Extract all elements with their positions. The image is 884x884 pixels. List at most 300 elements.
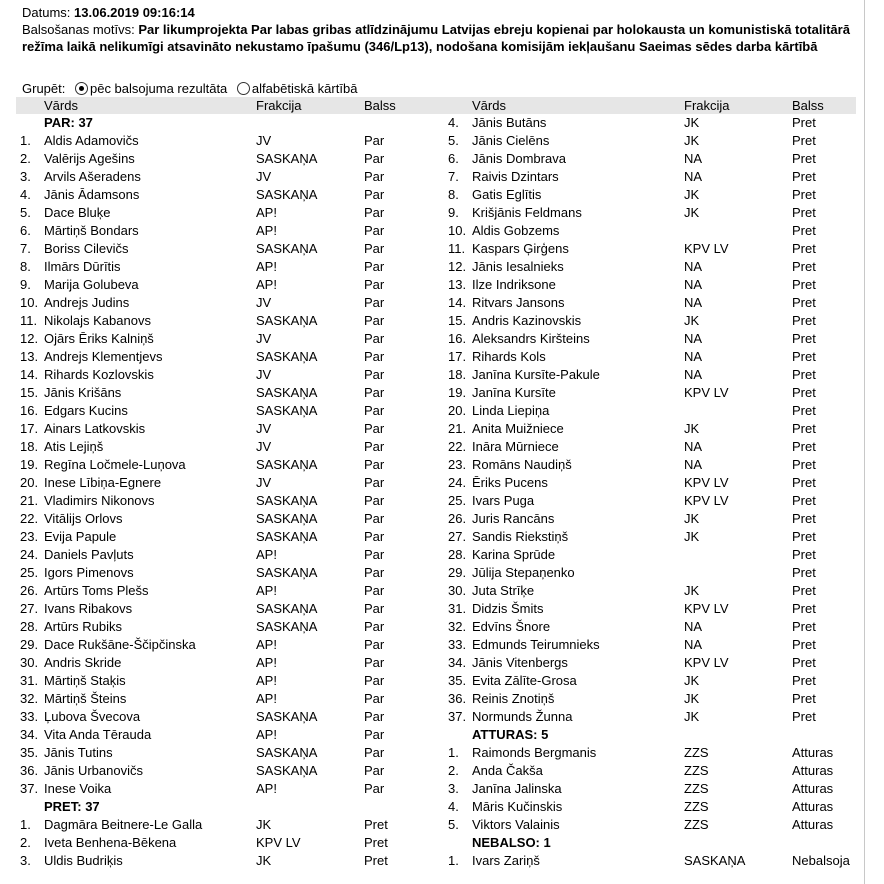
deputy-vote: Atturas <box>792 763 834 778</box>
deputy-name: Anita Muižniece <box>472 421 564 436</box>
deputy-name: Sandis Riekstiņš <box>472 529 569 544</box>
row-number: 19. <box>20 457 39 472</box>
deputy-name: Jānis Tutins <box>44 745 113 760</box>
deputy-fraction: JV <box>256 133 272 148</box>
date-line <box>22 4 195 21</box>
deputy-fraction: NA <box>684 367 703 382</box>
table-row <box>444 348 864 366</box>
deputy-vote: Pret <box>792 601 816 616</box>
table-row <box>16 240 436 258</box>
table-row <box>444 330 864 348</box>
deputy-fraction: JK <box>684 691 700 706</box>
deputy-vote: Par <box>364 205 385 220</box>
deputy-fraction: AP! <box>256 205 277 220</box>
deputy-vote: Nebalsoja <box>792 853 850 868</box>
row-number: 12. <box>20 331 39 346</box>
deputy-fraction: NA <box>684 619 703 634</box>
deputy-vote: Pret <box>792 565 816 580</box>
row-number: 14. <box>448 295 467 310</box>
vote-group-heading <box>16 114 436 132</box>
deputy-name: Krišjānis Feldmans <box>472 205 582 220</box>
table-row <box>444 150 864 168</box>
deputy-name: Janīna Jalinska <box>472 781 562 796</box>
deputy-vote: Par <box>364 295 385 310</box>
deputy-name: Ritvars Jansons <box>472 295 565 310</box>
deputy-vote: Par <box>364 673 385 688</box>
row-number: 34. <box>20 727 39 742</box>
table-row <box>444 600 864 618</box>
row-number: 32. <box>448 619 467 634</box>
deputy-vote: Pret <box>792 511 816 526</box>
table-header-right <box>444 97 864 114</box>
deputy-name: Atis Lejiņš <box>44 439 104 454</box>
deputy-vote: Pret <box>792 223 816 238</box>
deputy-name: Edvīns Šnore <box>472 619 551 634</box>
deputy-name: Jānis Vitenbergs <box>472 655 568 670</box>
row-number: 3. <box>448 781 459 796</box>
table-row <box>444 816 864 834</box>
date-label: Datums: <box>22 5 71 20</box>
table-row <box>444 762 864 780</box>
row-number: 34. <box>448 655 467 670</box>
deputy-fraction: AP! <box>256 673 277 688</box>
table-row <box>444 852 864 870</box>
row-number: 33. <box>448 637 467 652</box>
deputy-vote: Par <box>364 781 385 796</box>
group-alphabetical-label[interactable]: alfabētiskā kārtībā <box>251 81 358 96</box>
deputy-name: Rihards Kozlovskis <box>44 367 154 382</box>
table-row <box>444 132 864 150</box>
deputy-vote: Pret <box>792 493 816 508</box>
row-number: 2. <box>448 763 459 778</box>
table-row <box>16 132 436 150</box>
deputy-fraction: SASKAŅA <box>256 403 318 418</box>
deputy-vote: Par <box>364 745 385 760</box>
deputy-vote: Pret <box>792 133 816 148</box>
date-value: 13.06.2019 09:16:14 <box>74 5 195 20</box>
table-row <box>444 420 864 438</box>
deputy-fraction: SASKAŅA <box>256 619 318 634</box>
deputy-vote: Par <box>364 493 385 508</box>
deputy-name: Mārtiņš Staķis <box>44 673 126 688</box>
table-row <box>444 384 864 402</box>
table-row <box>16 582 436 600</box>
deputy-vote: Par <box>364 367 385 382</box>
deputy-vote: Par <box>364 763 385 778</box>
table-row <box>444 690 864 708</box>
deputy-fraction: JV <box>256 475 272 490</box>
vote-group-label <box>44 114 93 132</box>
deputy-vote: Pret <box>792 169 816 184</box>
table-row <box>16 312 436 330</box>
row-number: 4. <box>448 115 459 130</box>
header-name: Vārds <box>44 98 78 113</box>
deputy-name: Boriss Cilevičs <box>44 241 129 256</box>
deputy-fraction: JV <box>256 421 272 436</box>
table-row <box>16 204 436 222</box>
deputy-name: Evita Zālīte-Grosa <box>472 673 577 688</box>
table-row <box>16 330 436 348</box>
deputy-vote: Par <box>364 583 385 598</box>
row-number: 25. <box>448 493 467 508</box>
table-row <box>16 276 436 294</box>
deputy-name: Ojārs Ēriks Kalniņš <box>44 331 154 346</box>
deputy-name: Ilze Indriksone <box>472 277 556 292</box>
deputy-vote: Pret <box>364 835 388 850</box>
deputy-fraction: AP! <box>256 583 277 598</box>
row-number: 16. <box>20 403 39 418</box>
deputy-name: Andris Skride <box>44 655 122 670</box>
row-number: 6. <box>448 151 459 166</box>
deputy-fraction: ZZS <box>684 799 709 814</box>
table-row <box>444 186 864 204</box>
vote-group-heading <box>444 726 864 744</box>
deputy-vote: Par <box>364 331 385 346</box>
row-number: 9. <box>20 277 31 292</box>
right-border <box>864 0 865 884</box>
deputy-vote: Par <box>364 529 385 544</box>
deputy-vote: Pret <box>792 151 816 166</box>
deputy-fraction: NA <box>684 637 703 652</box>
table-row <box>16 816 436 834</box>
deputy-name: Reinis Znotiņš <box>472 691 555 706</box>
deputy-name: Ivars Zariņš <box>472 853 540 868</box>
row-number: 31. <box>448 601 467 616</box>
table-row <box>16 834 436 852</box>
deputy-fraction: JV <box>256 367 272 382</box>
deputy-vote: Pret <box>792 709 816 724</box>
row-number: 24. <box>448 475 467 490</box>
deputy-name: Mārtiņš Šteins <box>44 691 127 706</box>
deputy-vote: Par <box>364 547 385 562</box>
deputy-fraction: SASKAŅA <box>256 745 318 760</box>
row-number: 20. <box>20 475 39 490</box>
deputy-fraction: KPV LV <box>256 835 301 850</box>
deputy-vote: Par <box>364 655 385 670</box>
deputy-vote: Pret <box>792 475 816 490</box>
deputy-name: Edmunds Teirumnieks <box>472 637 600 652</box>
deputy-name: Evija Papule <box>44 529 117 544</box>
table-row <box>444 204 864 222</box>
deputy-name: Jānis Krišāns <box>44 385 122 400</box>
deputy-fraction: JK <box>684 133 700 148</box>
deputy-fraction: KPV LV <box>684 655 729 670</box>
motive-label: Balsošanas motīvs: <box>22 22 135 37</box>
header-name: Vārds <box>472 98 506 113</box>
table-row <box>444 798 864 816</box>
row-number: 12. <box>448 259 467 274</box>
deputy-name: Nikolajs Kabanovs <box>44 313 151 328</box>
row-number: 8. <box>20 259 31 274</box>
deputy-name: Regīna Ločmele-Luņova <box>44 457 186 472</box>
deputy-name: Karina Sprūde <box>472 547 556 562</box>
row-number: 27. <box>448 529 467 544</box>
deputy-fraction: SASKAŅA <box>256 241 318 256</box>
table-row <box>16 510 436 528</box>
table-row <box>16 726 436 744</box>
deputy-name: Artūrs Toms Plešs <box>44 583 149 598</box>
deputy-fraction: NA <box>684 457 703 472</box>
deputy-vote: Pret <box>792 115 816 130</box>
table-row <box>444 582 864 600</box>
deputy-fraction: AP! <box>256 223 277 238</box>
table-row <box>16 420 436 438</box>
table-row <box>444 564 864 582</box>
table-row <box>444 456 864 474</box>
deputy-vote: Par <box>364 259 385 274</box>
table-row <box>444 528 864 546</box>
header-fraction: Frakcija <box>256 98 302 113</box>
deputy-fraction: JK <box>684 313 700 328</box>
deputy-vote: Par <box>364 619 385 634</box>
deputy-vote: Par <box>364 439 385 454</box>
deputy-fraction: ZZS <box>684 817 709 832</box>
deputy-name: Raimonds Bergmanis <box>472 745 597 760</box>
deputy-fraction: NA <box>684 349 703 364</box>
vote-group-count: 37 <box>78 115 93 130</box>
deputy-fraction: KPV LV <box>684 241 729 256</box>
table-row <box>444 636 864 654</box>
deputy-fraction: JK <box>684 187 700 202</box>
row-number: 1. <box>448 853 459 868</box>
deputy-vote: Pret <box>792 331 816 346</box>
row-number: 9. <box>448 205 459 220</box>
table-row <box>16 168 436 186</box>
table-row <box>16 150 436 168</box>
deputy-vote: Par <box>364 385 385 400</box>
row-number: 30. <box>448 583 467 598</box>
deputy-name: Andrejs Judins <box>44 295 130 310</box>
deputy-vote: Pret <box>792 385 816 400</box>
deputy-name: Anda Čakša <box>472 763 543 778</box>
deputy-name: Kaspars Ģirģens <box>472 241 569 256</box>
deputy-vote: Atturas <box>792 781 834 796</box>
deputy-fraction: JV <box>256 439 272 454</box>
deputy-name: Ināra Mūrniece <box>472 439 559 454</box>
deputy-name: Rihards Kols <box>472 349 546 364</box>
deputy-vote: Pret <box>792 295 816 310</box>
deputy-fraction: NA <box>684 295 703 310</box>
row-number: 3. <box>20 169 31 184</box>
group-by-controls <box>22 80 357 97</box>
deputy-fraction: SASKAŅA <box>256 349 318 364</box>
table-row <box>16 690 436 708</box>
motive-block <box>22 21 852 55</box>
deputy-fraction: ZZS <box>684 745 709 760</box>
results-column-left <box>16 97 436 870</box>
deputy-vote: Par <box>364 601 385 616</box>
table-row <box>16 564 436 582</box>
deputy-fraction: NA <box>684 277 703 292</box>
row-number: 5. <box>20 205 31 220</box>
table-row <box>16 546 436 564</box>
row-number: 18. <box>20 439 39 454</box>
row-number: 1. <box>20 133 31 148</box>
deputy-name: Ivars Puga <box>472 493 535 508</box>
deputy-vote: Pret <box>792 673 816 688</box>
deputy-vote: Par <box>364 169 385 184</box>
row-number: 32. <box>20 691 39 706</box>
row-number: 7. <box>20 241 31 256</box>
deputy-fraction: AP! <box>256 691 277 706</box>
deputy-name: Arvils Ašeradens <box>44 169 141 184</box>
table-row <box>16 708 436 726</box>
row-number: 23. <box>448 457 467 472</box>
row-number: 29. <box>20 637 39 652</box>
group-alphabetical-radio[interactable] <box>237 82 250 95</box>
deputy-name: Dagmāra Beitnere-Le Galla <box>44 817 203 832</box>
deputy-name: Juta Strīķe <box>472 583 535 598</box>
deputy-name: Janīna Kursīte <box>472 385 556 400</box>
table-row <box>16 258 436 276</box>
deputy-fraction: JK <box>256 853 272 868</box>
deputy-name: Uldis Budriķis <box>44 853 123 868</box>
deputy-vote: Par <box>364 133 385 148</box>
deputy-vote: Par <box>364 277 385 292</box>
row-number: 17. <box>20 421 39 436</box>
row-number: 21. <box>448 421 467 436</box>
row-number: 13. <box>448 277 467 292</box>
deputy-name: Andris Kazinovskis <box>472 313 582 328</box>
row-number: 1. <box>448 745 459 760</box>
deputy-vote: Pret <box>792 403 816 418</box>
deputy-fraction: NA <box>684 259 703 274</box>
vote-group-title: PAR: <box>44 115 75 130</box>
deputy-vote: Atturas <box>792 817 834 832</box>
deputy-name: Janīna Kursīte-Pakule <box>472 367 600 382</box>
row-number: 17. <box>448 349 467 364</box>
deputy-vote: Par <box>364 727 385 742</box>
deputy-fraction: AP! <box>256 727 277 742</box>
table-row <box>444 114 864 132</box>
deputy-vote: Pret <box>792 583 816 598</box>
table-row <box>444 366 864 384</box>
deputy-fraction: JK <box>256 817 272 832</box>
table-row <box>444 312 864 330</box>
table-row <box>16 222 436 240</box>
deputy-vote: Par <box>364 637 385 652</box>
table-row <box>16 366 436 384</box>
row-number: 29. <box>448 565 467 580</box>
row-number: 5. <box>448 133 459 148</box>
deputy-fraction: ZZS <box>684 781 709 796</box>
deputy-name: Viktors Valainis <box>472 817 560 832</box>
table-header-left <box>16 97 436 114</box>
deputy-fraction: SASKAŅA <box>256 511 318 526</box>
table-row <box>16 672 436 690</box>
deputy-name: Dace Rukšāne-Ščipčinska <box>44 637 196 652</box>
deputy-fraction: KPV LV <box>684 601 729 616</box>
row-number: 26. <box>20 583 39 598</box>
deputy-fraction: SASKAŅA <box>256 151 318 166</box>
row-number: 3. <box>20 853 31 868</box>
deputy-fraction: JK <box>684 529 700 544</box>
table-row <box>16 294 436 312</box>
deputy-vote: Pret <box>792 619 816 634</box>
table-row <box>444 276 864 294</box>
deputy-fraction: JV <box>256 169 272 184</box>
group-by-result-radio[interactable] <box>75 82 88 95</box>
deputy-vote: Pret <box>792 655 816 670</box>
deputy-vote: Pret <box>792 313 816 328</box>
group-by-result-label[interactable]: pēc balsojuma rezultāta <box>89 81 228 96</box>
deputy-name: Ainars Latkovskis <box>44 421 146 436</box>
deputy-vote: Par <box>364 511 385 526</box>
header-vote: Balss <box>792 98 824 113</box>
row-number: 28. <box>20 619 39 634</box>
deputy-vote: Par <box>364 151 385 166</box>
header-fraction: Frakcija <box>684 98 730 113</box>
table-row <box>16 852 436 870</box>
table-row <box>16 456 436 474</box>
deputy-vote: Pret <box>364 853 388 868</box>
deputy-vote: Par <box>364 691 385 706</box>
deputy-name: Dace Bluķe <box>44 205 111 220</box>
row-number: 24. <box>20 547 39 562</box>
deputy-fraction: JK <box>684 709 700 724</box>
table-row <box>16 474 436 492</box>
deputy-fraction: JK <box>684 511 700 526</box>
row-number: 1. <box>20 817 31 832</box>
deputy-fraction: SASKAŅA <box>256 709 318 724</box>
deputy-name: Māris Kučinskis <box>472 799 563 814</box>
row-number: 20. <box>448 403 467 418</box>
row-number: 35. <box>448 673 467 688</box>
row-number: 2. <box>20 835 31 850</box>
header-vote: Balss <box>364 98 396 113</box>
deputy-name: Andrejs Klementjevs <box>44 349 163 364</box>
row-number: 13. <box>20 349 39 364</box>
deputy-name: Ļubova Švecova <box>44 709 141 724</box>
results-column-right <box>444 97 864 870</box>
vote-group-heading <box>16 798 436 816</box>
deputy-vote: Pret <box>792 529 816 544</box>
row-number: 31. <box>20 673 39 688</box>
row-number: 22. <box>20 511 39 526</box>
deputy-vote: Pret <box>364 817 388 832</box>
deputy-name: Aldis Adamovičs <box>44 133 139 148</box>
deputy-name: Jānis Iesalnieks <box>472 259 564 274</box>
deputy-name: Artūrs Rubiks <box>44 619 123 634</box>
vote-group-title: ATTURAS: <box>472 727 538 742</box>
deputy-name: Daniels Pavļuts <box>44 547 134 562</box>
vote-group-heading <box>444 834 864 852</box>
deputy-vote: Pret <box>792 457 816 472</box>
row-number: 22. <box>448 439 467 454</box>
deputy-name: Juris Rancāns <box>472 511 555 526</box>
deputy-vote: Pret <box>792 421 816 436</box>
table-row <box>16 348 436 366</box>
vote-group-title: PRET: <box>44 799 82 814</box>
table-row <box>16 654 436 672</box>
table-row <box>444 168 864 186</box>
deputy-fraction: AP! <box>256 547 277 562</box>
table-row <box>444 222 864 240</box>
table-row <box>444 492 864 510</box>
table-row <box>16 636 436 654</box>
row-number: 14. <box>20 367 39 382</box>
deputy-name: Edgars Kucins <box>44 403 128 418</box>
deputy-name: Romāns Naudiņš <box>472 457 572 472</box>
deputy-vote: Par <box>364 241 385 256</box>
table-row <box>16 744 436 762</box>
table-row <box>444 402 864 420</box>
deputy-name: Vitālijs Orlovs <box>44 511 123 526</box>
deputy-name: Linda Liepiņa <box>472 403 550 418</box>
deputy-fraction: SASKAŅA <box>256 457 318 472</box>
deputy-vote: Par <box>364 475 385 490</box>
deputy-fraction: SASKAŅA <box>256 313 318 328</box>
